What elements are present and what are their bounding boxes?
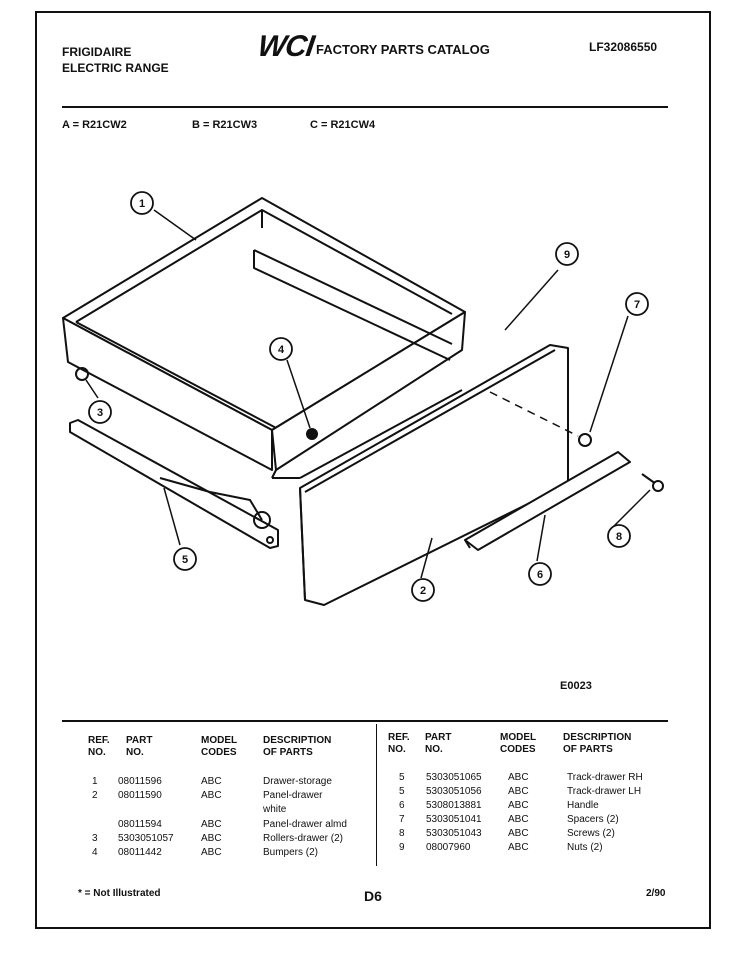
callout-5: 5 bbox=[181, 554, 189, 566]
cell-ref: 6 bbox=[399, 800, 405, 811]
cell-codes: ABC bbox=[201, 776, 222, 787]
cell-part: 08011442 bbox=[118, 847, 162, 858]
wci-logo: WCI bbox=[255, 30, 316, 63]
header-desc-right: DESCRIPTION OF PARTS bbox=[563, 732, 632, 755]
cell-part: 5303051043 bbox=[426, 828, 482, 839]
cell-codes: ABC bbox=[201, 819, 222, 830]
callout-9: 9 bbox=[563, 249, 571, 261]
cell-part: 08011594 bbox=[118, 819, 162, 830]
cell-ref: 2 bbox=[92, 790, 98, 801]
cell-desc: white bbox=[263, 804, 287, 815]
screw-drawing bbox=[642, 474, 663, 491]
cell-ref: 9 bbox=[399, 842, 405, 853]
callout-7: 7 bbox=[633, 299, 641, 311]
callout-8: 8 bbox=[615, 531, 623, 543]
cell-ref: 5 bbox=[399, 786, 405, 797]
cell-desc: Panel-drawer bbox=[263, 790, 323, 801]
cell-codes: ABC bbox=[201, 833, 222, 844]
model-c: C = R21CW4 bbox=[310, 119, 376, 131]
product-name: ELECTRIC RANGE bbox=[62, 61, 169, 75]
cell-ref: 3 bbox=[92, 833, 98, 844]
cell-ref: 5 bbox=[399, 772, 405, 783]
cell-part: 5303051057 bbox=[118, 833, 174, 844]
cell-desc: Bumpers (2) bbox=[263, 847, 319, 858]
revision-date: 2/90 bbox=[646, 888, 666, 899]
cell-codes: ABC bbox=[508, 772, 529, 783]
header-part-right: PART NO. bbox=[425, 732, 452, 755]
callout-2: 2 bbox=[419, 585, 427, 597]
cell-ref: 1 bbox=[92, 776, 98, 787]
header-ref-right: REF. NO. bbox=[388, 732, 410, 755]
cell-part: 5303051041 bbox=[426, 814, 482, 825]
table-divider bbox=[376, 724, 377, 866]
cell-desc: Drawer-storage bbox=[263, 776, 332, 787]
cell-desc: Spacers (2) bbox=[567, 814, 619, 825]
callout-6: 6 bbox=[536, 569, 544, 581]
cell-desc: Track-drawer RH bbox=[567, 772, 643, 783]
brand-name: FRIGIDAIRE bbox=[62, 45, 132, 59]
header-desc-left: DESCRIPTION OF PARTS bbox=[263, 735, 332, 758]
cell-codes: ABC bbox=[508, 828, 529, 839]
cell-part: 5303051065 bbox=[426, 772, 482, 783]
callout-4: 4 bbox=[277, 344, 285, 356]
callout-3: 3 bbox=[96, 407, 104, 419]
callout-1: 1 bbox=[138, 198, 146, 210]
diagram-code: E0023 bbox=[560, 680, 592, 692]
cell-desc: Nuts (2) bbox=[567, 842, 603, 853]
table-top-rule bbox=[62, 720, 668, 722]
cell-codes: ABC bbox=[508, 842, 529, 853]
cell-part: 5303051056 bbox=[426, 786, 482, 797]
model-b: B = R21CW3 bbox=[192, 119, 258, 131]
cell-codes: ABC bbox=[508, 814, 529, 825]
header-model-left: MODEL CODES bbox=[201, 735, 238, 758]
model-a: A = R21CW2 bbox=[62, 119, 127, 131]
cell-part: 08007960 bbox=[426, 842, 471, 853]
header-ref-left: REF. NO. bbox=[88, 735, 110, 758]
cell-part: 08011596 bbox=[118, 776, 162, 787]
cell-ref: 7 bbox=[399, 814, 405, 825]
header-part-left: PART NO. bbox=[126, 735, 153, 758]
cell-codes: ABC bbox=[201, 790, 222, 801]
catalog-title: FACTORY PARTS CATALOG bbox=[316, 42, 490, 57]
footnote: * = Not Illustrated bbox=[78, 888, 161, 899]
cell-desc: Rollers-drawer (2) bbox=[263, 833, 344, 844]
cell-codes: ABC bbox=[508, 800, 529, 811]
cell-desc: Panel-drawer almd bbox=[263, 819, 347, 830]
cell-desc: Handle bbox=[567, 800, 599, 811]
doc-number: LF32086550 bbox=[589, 40, 658, 54]
cell-part: 08011590 bbox=[118, 790, 162, 801]
cell-desc: Track-drawer LH bbox=[567, 786, 642, 797]
cell-ref: 8 bbox=[399, 828, 405, 839]
cell-codes: ABC bbox=[508, 786, 529, 797]
cell-ref: 4 bbox=[92, 847, 98, 858]
cell-desc: Screws (2) bbox=[567, 828, 615, 839]
cell-codes: ABC bbox=[201, 847, 222, 858]
header-model-right: MODEL CODES bbox=[500, 732, 537, 755]
page-code: D6 bbox=[364, 888, 382, 904]
cell-part: 5308013881 bbox=[426, 800, 482, 811]
